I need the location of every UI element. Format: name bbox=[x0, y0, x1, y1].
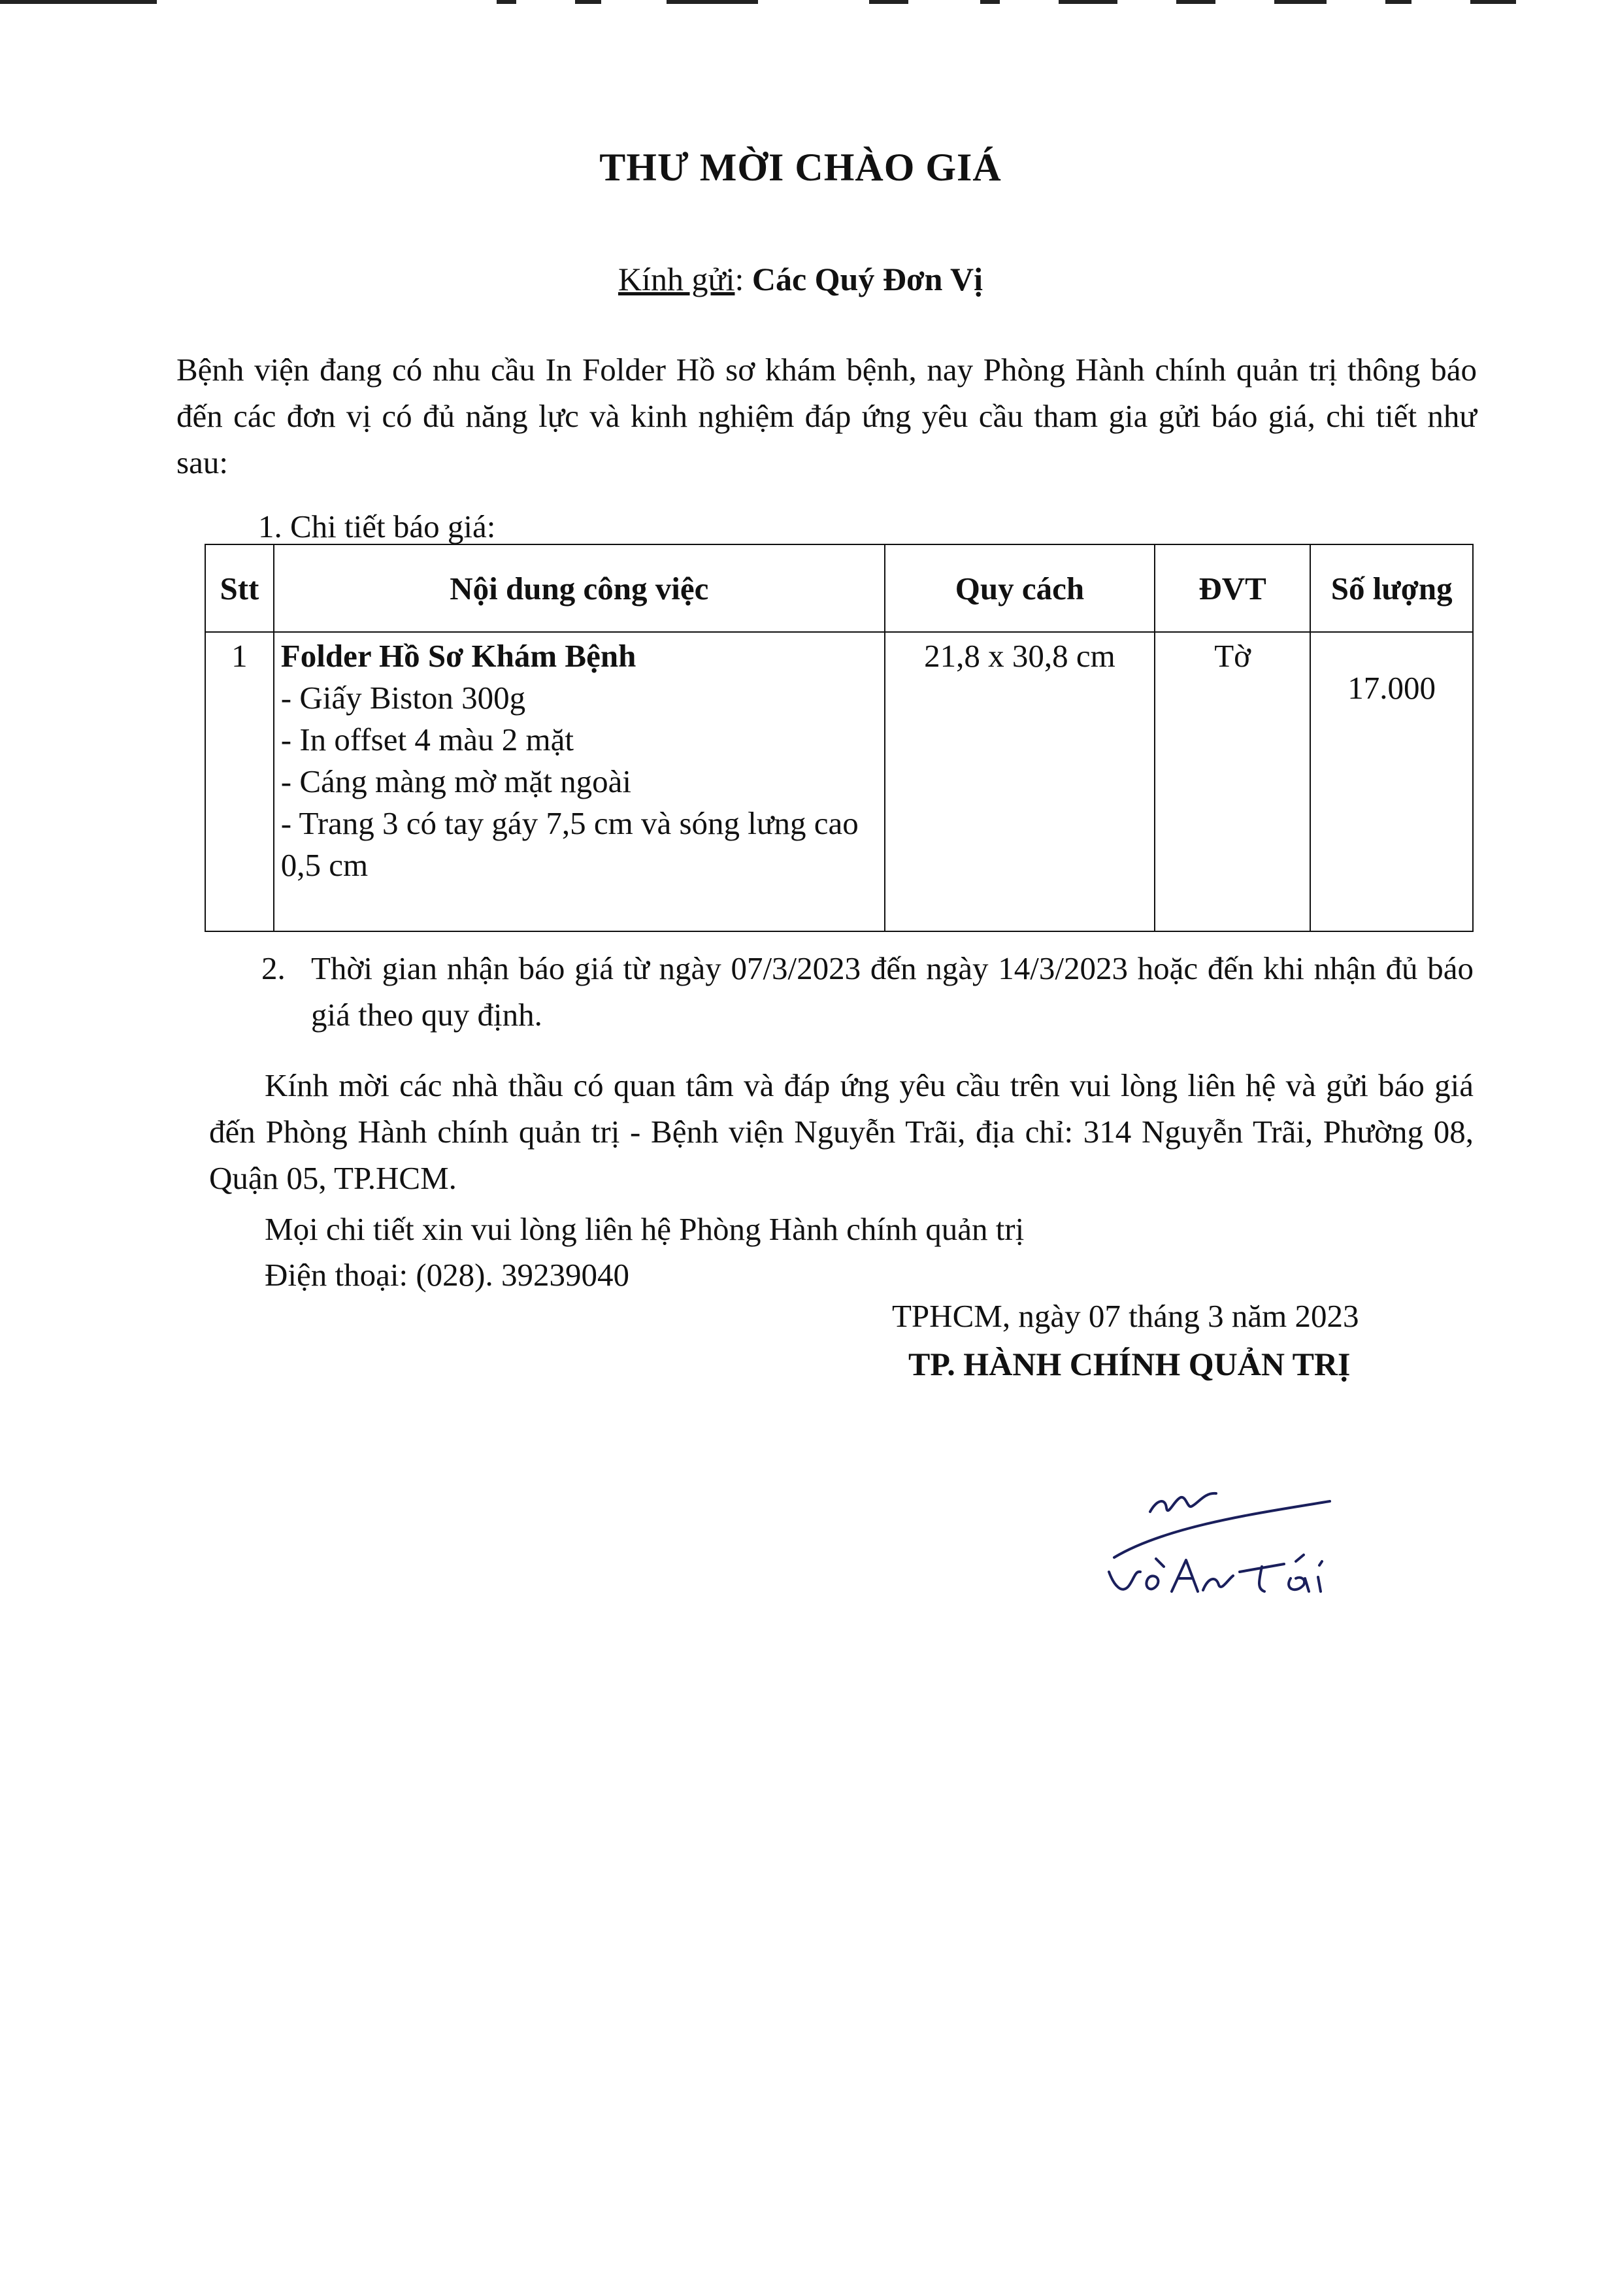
section-2 bbox=[261, 945, 1474, 1038]
item-detail: - Giấy Biston 300g bbox=[280, 680, 526, 716]
contact-line: Mọi chi tiết xin vui lòng liên hệ Phòng Hành chính quản trị bbox=[265, 1211, 1025, 1247]
date-line: TPHCM, ngày 07 tháng 3 năm 2023 bbox=[892, 1298, 1359, 1334]
handwritten-signature bbox=[1088, 1474, 1402, 1624]
invitation-paragraph: Kính mời các nhà thầu có quan tâm và đáp ứng yêu cầu trên vui lòng liên hệ và gửi báo giá đến Phòng Hành chính quản trị - Bệnh viện Nguyễn Trãi, địa chỉ: 314 Nguyễn Trãi, Phường 08, Quận 05, TP.HCM. bbox=[209, 1067, 1474, 1196]
phone-line: Điện thoại: (028). 39239040 bbox=[265, 1257, 629, 1293]
recipient-line bbox=[0, 260, 1601, 298]
row-stt: 1 bbox=[231, 638, 248, 674]
quote-table bbox=[205, 544, 1474, 932]
cell-spec bbox=[885, 632, 1155, 931]
item-unit: Tờ bbox=[1214, 638, 1251, 674]
recipient-label: Kính gửi bbox=[618, 261, 735, 297]
table-row bbox=[205, 632, 1473, 931]
cell-unit bbox=[1155, 632, 1310, 931]
item-detail: - In offset 4 màu 2 mặt bbox=[280, 722, 574, 757]
section-2-text: Thời gian nhận báo giá từ ngày 07/3/2023 đến ngày 14/3/2023 hoặc đến khi nhận đủ báo giá theo quy định. bbox=[311, 950, 1474, 1033]
section-1-label: 1. Chi tiết báo giá: bbox=[258, 508, 496, 544]
section-2-number: 2. bbox=[261, 950, 286, 986]
signer-title: TP. HÀNH CHÍNH QUẢN TRỊ bbox=[908, 1346, 1351, 1382]
item-detail: - Cáng màng mờ mặt ngoài bbox=[280, 763, 632, 799]
table-header-row bbox=[205, 544, 1473, 632]
item-detail: - Trang 3 có tay gáy 7,5 cm và sóng lưng cao 0,5 cm bbox=[280, 805, 859, 883]
cell-content bbox=[274, 632, 885, 931]
header-content: Nội dung công việc bbox=[274, 544, 885, 632]
item-qty: 17.000 bbox=[1347, 670, 1436, 706]
cell-stt bbox=[205, 632, 274, 931]
scan-edge-marks bbox=[0, 0, 1601, 9]
intro-paragraph: Bệnh viện đang có nhu cầu In Folder Hồ sơ khám bệnh, nay Phòng Hành chính quản trị thông báo đến các đơn vị có đủ năng lực và kinh nghiệm đáp ứng yêu cầu tham gia gửi báo giá, chi tiết như sau: bbox=[176, 352, 1477, 480]
cell-qty bbox=[1310, 632, 1473, 931]
item-name: Folder Hồ Sơ Khám Bệnh bbox=[280, 638, 636, 674]
item-spec: 21,8 x 30,8 cm bbox=[924, 638, 1115, 674]
header-qty: Số lượng bbox=[1310, 544, 1473, 632]
document-title: THƯ MỜI CHÀO GIÁ bbox=[599, 146, 1002, 189]
header-spec: Quy cách bbox=[885, 544, 1155, 632]
recipient-separator: : bbox=[734, 261, 752, 297]
header-stt: Stt bbox=[205, 544, 274, 632]
header-unit: ĐVT bbox=[1155, 544, 1310, 632]
recipient-value: Các Quý Đơn Vị bbox=[751, 261, 983, 297]
